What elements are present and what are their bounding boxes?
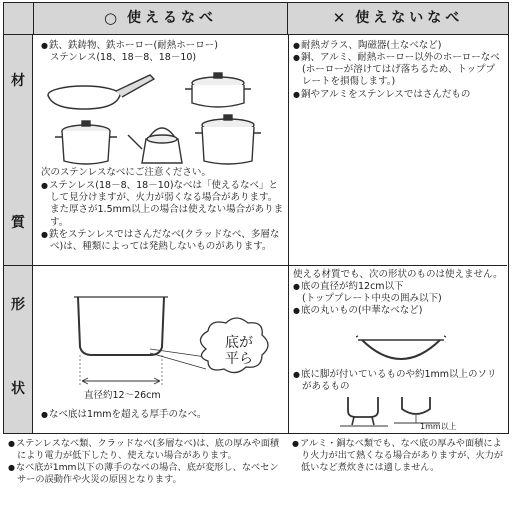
unusable-pans-header: [288, 3, 508, 35]
material-usable-list: [41, 40, 285, 64]
callout-line-2: 平ら: [225, 351, 253, 368]
circle-icon: ○: [103, 8, 122, 27]
material-label-top: 材: [11, 73, 25, 89]
material-label-bottom: 質: [11, 215, 25, 231]
column-divider: [288, 35, 289, 433]
stainless-caution-notes: [41, 167, 285, 253]
material-row-label: [4, 35, 33, 265]
pan-compatibility-table: [3, 2, 509, 434]
footer-right-notes: [292, 438, 506, 474]
footer-note-aluminum: ● アルミ・銅なべ類でも、なべ底の厚みや面積により火力が出て熱くなる場合がありますが、火力が低いなど煮炊きには適しません。: [292, 438, 506, 474]
usable-pans-title: 使えるなべ: [127, 9, 218, 26]
shape-intro: 使える材質でも、次の形状のものは使えません。: [293, 269, 503, 280]
table-corner: [4, 3, 33, 35]
footer-note-thin-base: ● なべ底が1mm以下の薄手のなべの場合、底が変形し、なべセンサーの誤動作や火災の原因となります。: [8, 462, 284, 486]
caution-title: 次のステンレスなべにご注意ください。: [41, 167, 211, 178]
usable-pans-header: [33, 3, 288, 35]
shape-item-legs: ● 底に脚が付いているものや約1mm以上のソリがあるもの: [293, 369, 505, 393]
shallow-pot-icon: [185, 73, 251, 107]
shape-item-round-base: ● 底の丸いもの(中華なべなど): [293, 305, 505, 317]
unusable-pans-title: 使えないなべ: [355, 9, 464, 26]
flat-bottom-callout: [214, 335, 264, 367]
shape-row-label: [4, 265, 33, 433]
usable-material-2: ステンレス(18、18－8、18－10): [50, 52, 197, 64]
footer-left-notes: [8, 438, 284, 486]
callout-line-1: 底が: [225, 335, 253, 351]
unusable-material-3: ● 銅やアルミをステンレスではさんだもの: [293, 89, 503, 101]
wok-icon: [356, 330, 446, 370]
gap-label: 1mm以上: [420, 422, 457, 431]
diameter-label: 直径約12～26cm: [84, 390, 161, 401]
shape-label-bottom: 状: [11, 381, 25, 397]
cross-icon: ✕: [332, 8, 350, 27]
stock-pot-icon: [55, 121, 117, 164]
shape-unusable-list: [293, 269, 505, 318]
unusable-material-2: ● 銅、アルミ、耐熱ホーロー以外のホーローなべ(ホーローが溶けてはげ落ちるため、トッププレートを損傷します。): [293, 52, 503, 88]
shape-item-small-base-note: (トッププレート中央の囲み以下): [302, 293, 442, 305]
usable-material-1: ● 鉄、鉄鋳物、鉄ホーロー(耐熱ホーロー): [41, 40, 285, 52]
shape-item-small-base: ● 底の直径が約12cm以下: [293, 281, 505, 293]
material-unusable-list: [293, 40, 503, 101]
caution-note-1: ● ステンレス(18－8、18－10)なべは「使えるなべ」として見分けますが、火力が弱くなる場合があります。また厚さが1.5mm以上の場合は使えない場合があります。: [41, 180, 285, 229]
pan-illustrations: [42, 69, 282, 169]
kettle-icon: [128, 128, 182, 163]
footer-note-stainless: ● ステンレスなべ類、クラッドなべ(多層なべ)は、底の厚みや面積により電力が低下したり、使えない場合があります。: [8, 438, 284, 462]
caution-note-2: ● 鉄をステンレスではさんだなべ(クラッドなべ、多層なべ)は、種類によっては発熱しないものがあります。: [41, 229, 285, 253]
row-divider: [4, 265, 507, 266]
unusable-material-1: ● 耐熱ガラス、陶磁器(土なべなど): [293, 40, 503, 52]
frying-pan-icon: [48, 75, 154, 109]
shape-label-top: 形: [11, 297, 25, 313]
deep-pot-icon: [195, 115, 261, 164]
thickness-note: ● なべ底は1mmを超える厚手のなべ。: [41, 409, 285, 421]
